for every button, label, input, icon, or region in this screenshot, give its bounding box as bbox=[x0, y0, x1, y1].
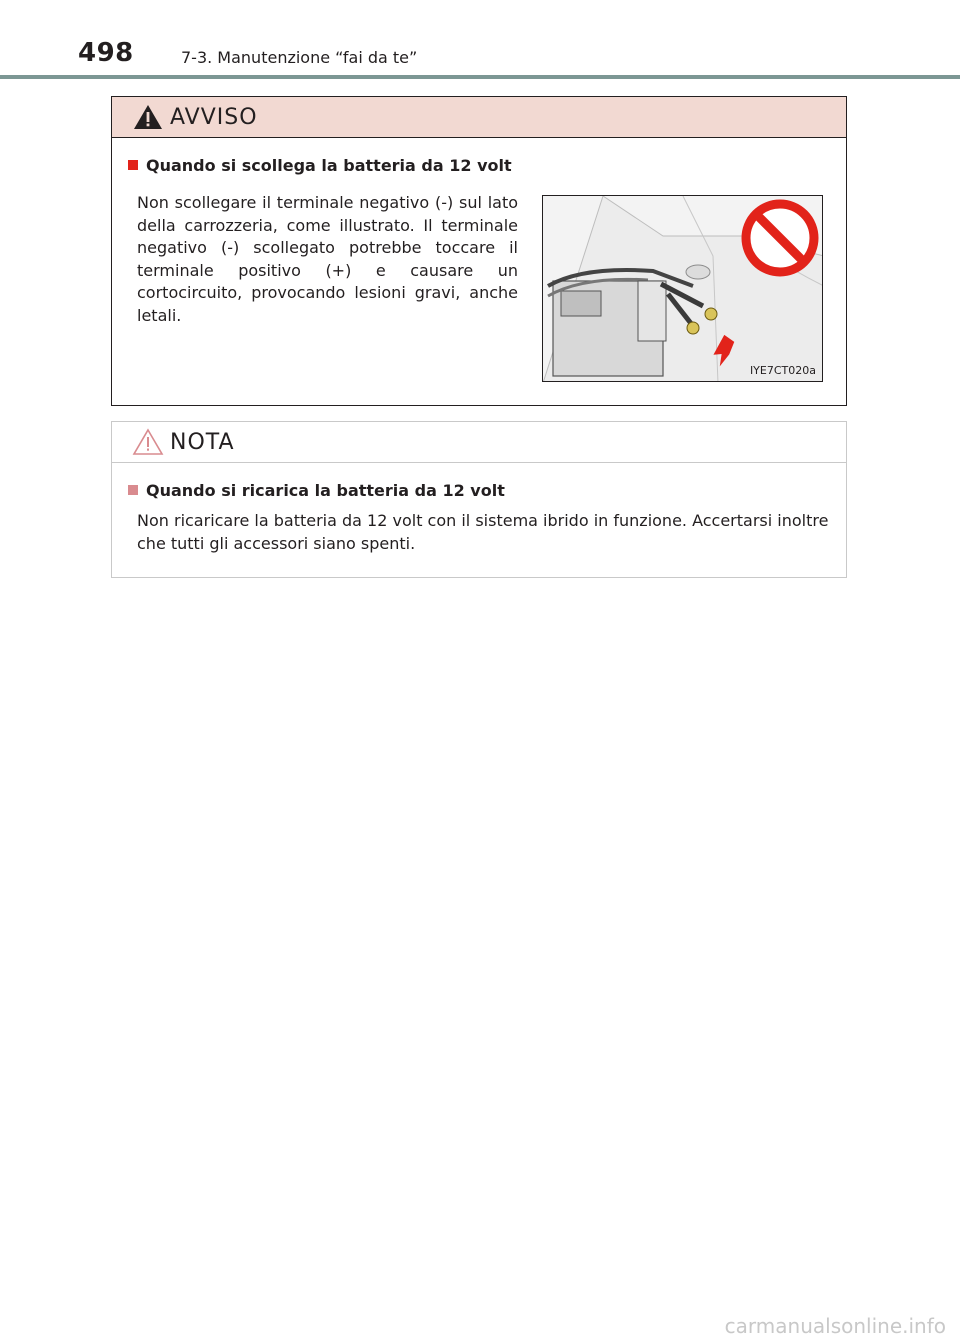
notice-label: NOTA bbox=[170, 429, 235, 455]
warning-body: Non scollegare il terminale negativo (-) sul lato della carrozzeria, come illustrato. Il terminale negativo (-) scollegato potrebbe toccare il terminale positivo (+) e causare un cortocircuito, provocando lesioni gravi, anche letali. bbox=[137, 193, 518, 325]
warning-label: AVVISO bbox=[170, 104, 258, 130]
footer-watermark: carmanualsonline.info bbox=[724, 1314, 946, 1338]
notice-box bbox=[111, 421, 847, 578]
caution-triangle-icon bbox=[132, 427, 164, 457]
section-title: 7-3. Manutenzione “fai da te” bbox=[181, 48, 418, 67]
square-bullet-icon bbox=[128, 160, 138, 170]
page-header bbox=[0, 0, 960, 80]
warning-header bbox=[112, 97, 846, 138]
page-number: 498 bbox=[78, 38, 134, 68]
warning-subheading-row bbox=[128, 156, 512, 175]
warning-box bbox=[111, 96, 847, 406]
notice-header bbox=[112, 422, 846, 463]
warning-triangle-icon bbox=[132, 102, 164, 132]
header-rule bbox=[0, 75, 960, 79]
warning-subheading: Quando si scollega la batteria da 12 volt bbox=[146, 156, 512, 175]
battery-terminal-illustration bbox=[542, 195, 823, 382]
battery-illustration-drawing bbox=[543, 196, 823, 382]
notice-subheading: Quando si ricarica la batteria da 12 volt bbox=[146, 481, 505, 500]
square-bullet-icon bbox=[128, 485, 138, 495]
illustration-code: IYE7CT020a bbox=[749, 364, 816, 377]
notice-subheading-row bbox=[128, 481, 505, 500]
notice-body: Non ricaricare la batteria da 12 volt con il sistema ibrido in funzione. Accertarsi inoltre che tutti gli accessori siano spenti. bbox=[137, 511, 829, 553]
